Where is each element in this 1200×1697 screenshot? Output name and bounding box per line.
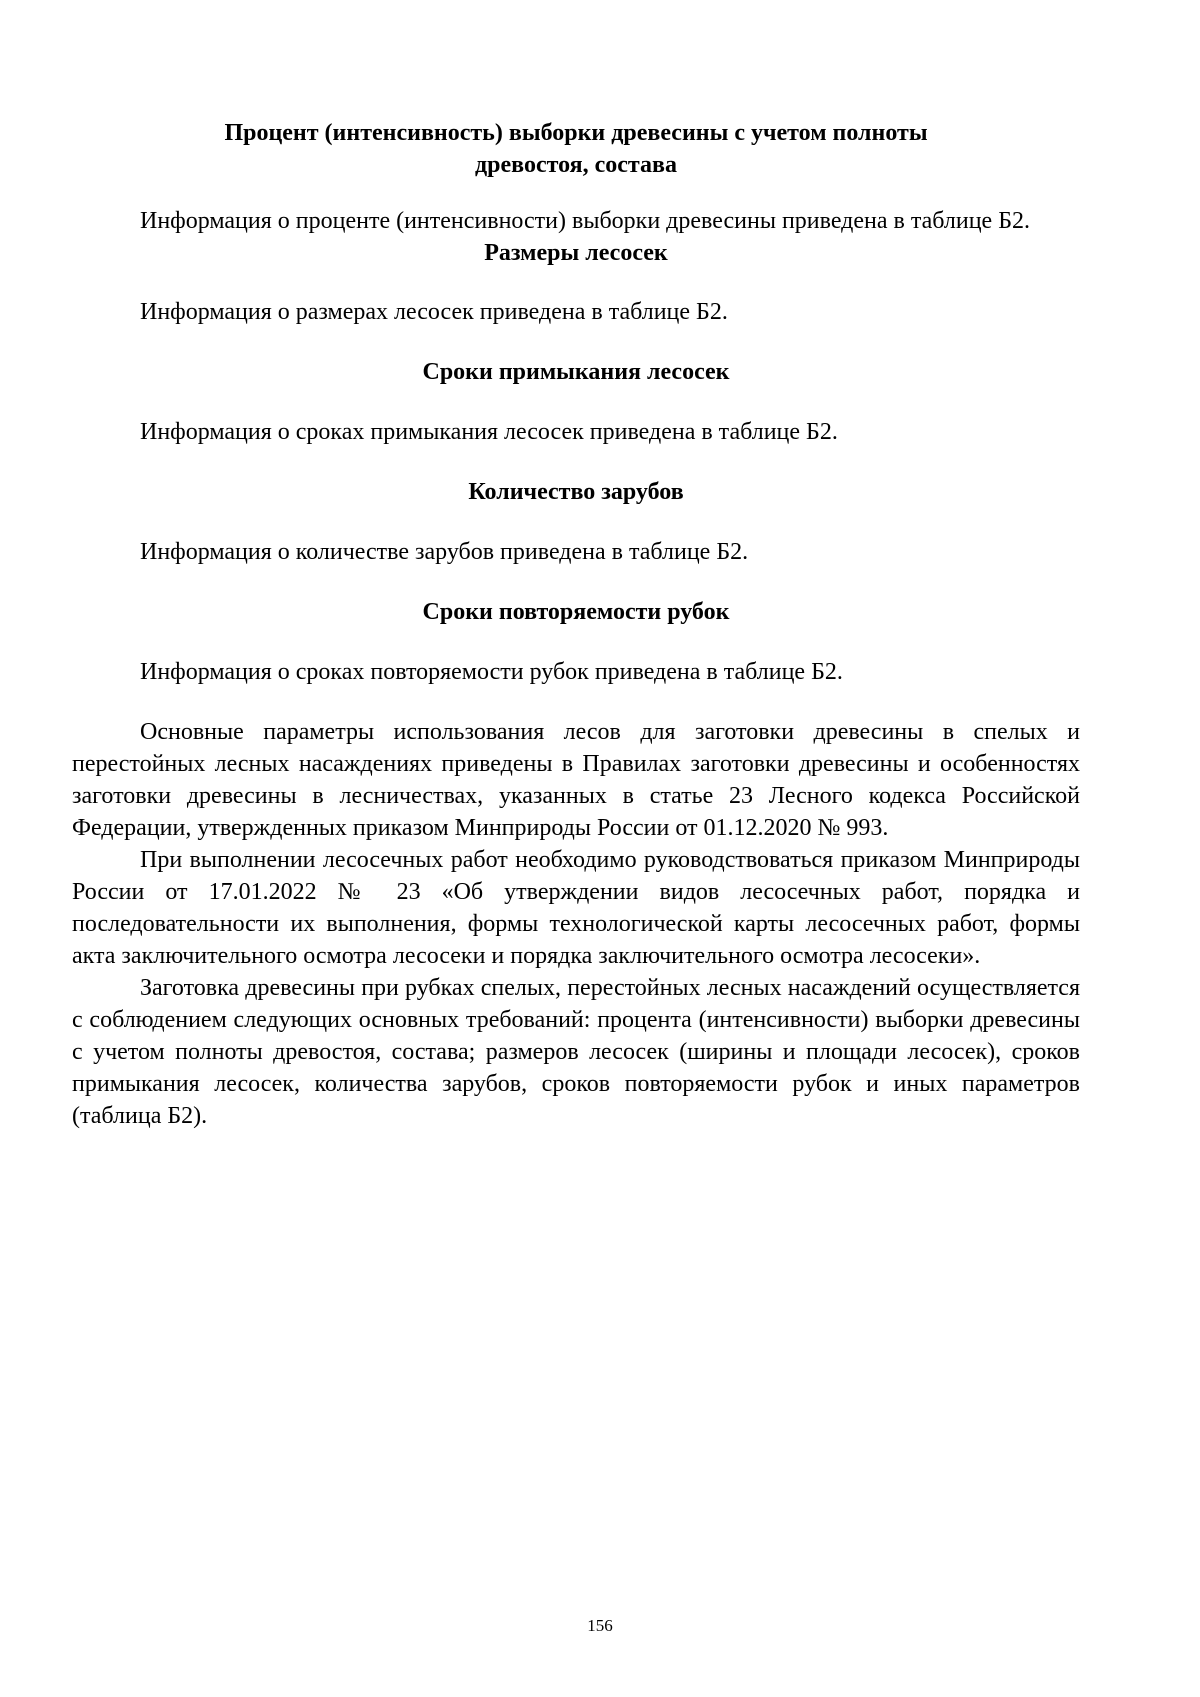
heading-repeat: Сроки повторяемости рубок [422,599,730,625]
section-title-line2: древостоя, состава [475,152,677,178]
paragraph-intensity: Информация о проценте (интенсивности) выборки древесины приведена в таблице Б2. [140,208,1030,234]
heading-adjacency: Сроки примыкания лесосек [422,359,730,385]
section-title [176,117,976,181]
heading-sizes: Размеры лесосек [484,240,668,266]
paragraph-repeat: Информация о сроках повторяемости рубок приведена в таблице Б2. [140,659,843,685]
paragraph-requirements: Заготовка древесины при рубках спелых, перестойных лесных насаждений осуществляется с соблюдением следующих основных требований: процента (интенсивности) выборки древесины с учетом полноты древостоя, состава; размеров лесосек (ширины и площади лесосек), сроков примыкания лесосек, количества зарубов, сроков повторяемости рубок и иных параметров (таблица Б2). [72,975,1080,1129]
heading-cuts: Количество зарубов [468,479,684,505]
paragraph-order: При выполнении лесосечных работ необходимо руководствоваться приказом Минприроды России от 17.01.2022 № 23 «Об утверждении видов лесосечных работ, порядка и последовательности их выполнения, формы технологической карты лесосечных работ, формы акта заключительного осмотра лесосеки и порядка заключительного осмотра лесосеки». [72,847,1080,969]
section-title-line1: Процент (интенсивность) выборки древесины с учетом полноты [224,120,928,146]
paragraph-main-params: Основные параметры использования лесов для заготовки древесины в спелых и перестойных лесных насаждениях приведены в Правилах заготовки древесины и особенностях заготовки древесины в лесничествах, указанных в статье 23 Лесного кодекса Российской Федерации, утвержденных приказом Минприроды России от 01.12.2020 № 993. [72,719,1080,841]
page-content [72,117,1080,1132]
paragraph-sizes: Информация о размерах лесосек приведена в таблице Б2. [140,299,728,325]
paragraph-cuts: Информация о количестве зарубов приведена в таблице Б2. [140,539,749,565]
page-number: 156 [587,1616,613,1635]
paragraph-adjacency: Информация о сроках примыкания лесосек приведена в таблице Б2. [140,419,838,445]
